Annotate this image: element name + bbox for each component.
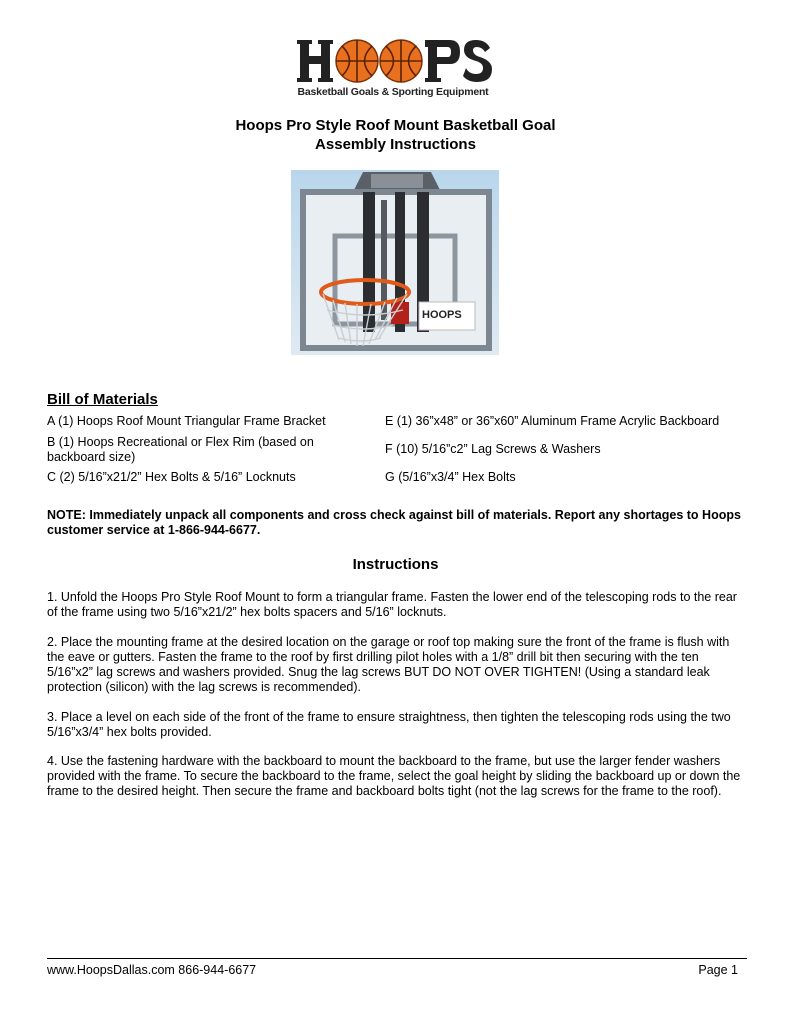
footer-contact[interactable]: www.HoopsDallas.com 866-944-6677 xyxy=(47,963,257,977)
bom-item-g: G (5/16”x3/4” Hex Bolts xyxy=(385,470,516,484)
instruction-step-4: 4. Use the fastening hardware with the backboard to mount the backboard to the frame, but use the larger fender washers provided with the frame. To secure the backboard to the frame, select the goal height by sliding the backboard up or down the frame to the desired height. Then secure the frame and backboard bolts tight (not the lag screws for the frame to the roof). xyxy=(47,754,741,798)
backboard-logo: HOOPS xyxy=(422,309,462,321)
hoops-logo xyxy=(288,36,498,104)
product-photo xyxy=(291,170,499,355)
logo-tagline: Basketball Goals & Sporting Equipment xyxy=(297,86,489,98)
page-subtitle: Assembly Instructions xyxy=(315,136,476,153)
bom-item-e: E (1) 36”x48” or 36”x60” Aluminum Frame Acrylic Backboard xyxy=(385,414,720,428)
bom-item-a: A (1) Hoops Roof Mount Triangular Frame Bracket xyxy=(47,414,326,428)
bom-item-b: B (1) Hoops Recreational or Flex Rim (based on backboard size) xyxy=(47,435,314,464)
instructions-heading: Instructions xyxy=(352,556,439,573)
bom-heading: Bill of Materials xyxy=(47,391,158,408)
basketball-icon xyxy=(380,40,422,82)
shortage-note: NOTE: Immediately unpack all components and cross check against bill of materials. Report any shortages to Hoops customer service at 1-866-944-6677. xyxy=(47,508,741,537)
bom-item-c: C (2) 5/16”x21/2” Hex Bolts & 5/16” Locknuts xyxy=(47,470,296,484)
instruction-step-1: 1. Unfold the Hoops Pro Style Roof Mount to form a triangular frame. Fasten the lower end of the telescoping rods to the rear of the frame using two 5/16”x21/2” hex bolts spacers and 5/16” locknuts. xyxy=(47,590,737,619)
page-number: Page 1 xyxy=(698,963,738,977)
instruction-step-3: 3. Place a level on each side of the front of the frame to ensure straightness, then tighten the telescoping rods using the two 5/16”x3/4” hex bolts provided. xyxy=(47,710,731,739)
instruction-step-2: 2. Place the mounting frame at the desired location on the garage or roof top making sure the front of the frame is flush with the eave or gutters. Fasten the frame to the roof by first drilling pilot holes with a 1/8” drill bit then securing with the ten 5/16”x2” lag screws and washers provided. Snug the lag screws BUT DO NOT OVER TIGHTEN! (Using a standard leak protection (silicon) with the lag screws is recommended). xyxy=(47,635,730,694)
hoops-logo-graphic xyxy=(288,36,498,86)
page-title: Hoops Pro Style Roof Mount Basketball Goal xyxy=(235,117,556,134)
bom-item-f: F (10) 5/16”c2” Lag Screws & Washers xyxy=(385,442,601,456)
basketball-icon xyxy=(336,40,378,82)
footer-divider xyxy=(47,958,747,959)
